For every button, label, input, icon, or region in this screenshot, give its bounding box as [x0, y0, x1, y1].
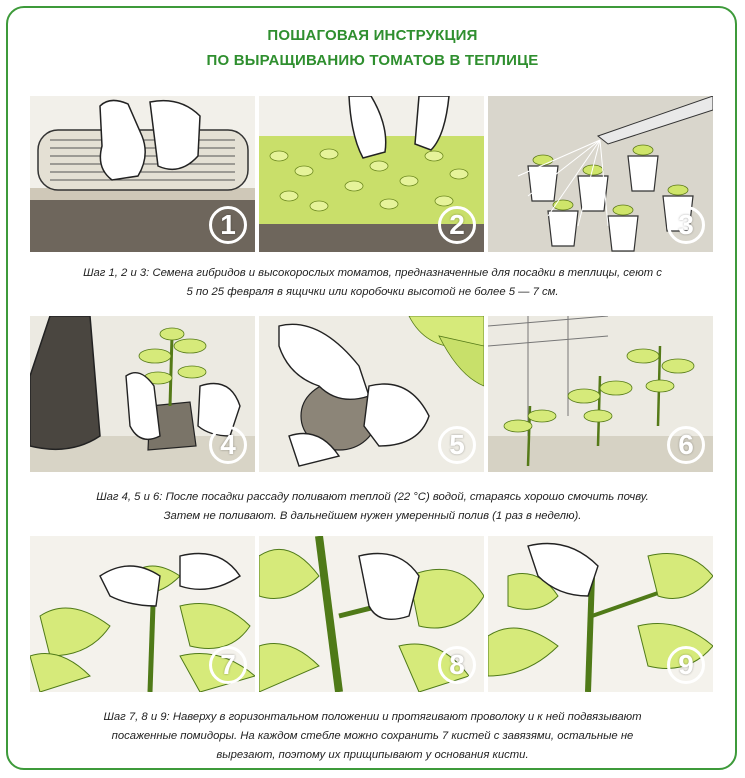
step-3-illustration — [488, 96, 713, 252]
caption-steps-7-9 — [30, 708, 715, 765]
step-7-illustration — [30, 536, 255, 692]
step-1-badge: 1 — [209, 206, 247, 244]
caption-steps-7-9-line-3: вырезают, поэтому их прищипывают у основания кисти. — [216, 749, 529, 761]
step-9-badge: 9 — [667, 646, 705, 684]
caption-steps-4-6-line-2: Затем не поливают. В дальнейшем нужен умеренный полив (1 раз в неделю). — [163, 510, 582, 522]
caption-steps-4-6 — [30, 488, 715, 526]
caption-steps-7-9-line-2: посаженные помидоры. На каждом стебле можно сохранить 7 кистей с завязями, остальные не — [111, 730, 634, 742]
step-5-illustration — [259, 316, 484, 472]
step-6-badge: 6 — [667, 426, 705, 464]
step-2-illustration — [259, 96, 484, 252]
step-4-illustration — [30, 316, 255, 472]
step-3-badge: 3 — [667, 206, 705, 244]
step-8-badge: 8 — [438, 646, 476, 684]
page-title: ПОШАГОВАЯ ИНСТРУКЦИЯ — [267, 27, 478, 44]
step-8-illustration — [259, 536, 484, 692]
caption-steps-1-3-line-2: 5 по 25 февраля в ящички или коробочки высотой не более 5 — 7 см. — [186, 286, 559, 298]
step-5-badge: 5 — [438, 426, 476, 464]
caption-steps-1-3-line-1: Шаг 1, 2 и 3: Семена гибридов и высокорослых томатов, предназначенные для посадки в теплицы, сеют с — [83, 267, 662, 279]
step-7-badge: 7 — [209, 646, 247, 684]
step-4-badge: 4 — [209, 426, 247, 464]
step-2-badge: 2 — [438, 206, 476, 244]
step-1-illustration — [30, 96, 255, 252]
caption-steps-7-9-line-1: Шаг 7, 8 и 9: Наверху в горизонтальном положении и протягивают проволоку и к ней подвязывают — [103, 711, 642, 723]
step-6-illustration — [488, 316, 713, 472]
step-9-illustration — [488, 536, 713, 692]
caption-steps-1-3 — [30, 264, 715, 302]
page-subtitle: ПО ВЫРАЩИВАНИЮ ТОМАТОВ В ТЕПЛИЦЕ — [206, 52, 539, 69]
caption-steps-4-6-line-1: Шаг 4, 5 и 6: После посадки рассаду поливают теплой (22 °С) водой, стараясь хорошо смочить почву. — [96, 491, 649, 503]
